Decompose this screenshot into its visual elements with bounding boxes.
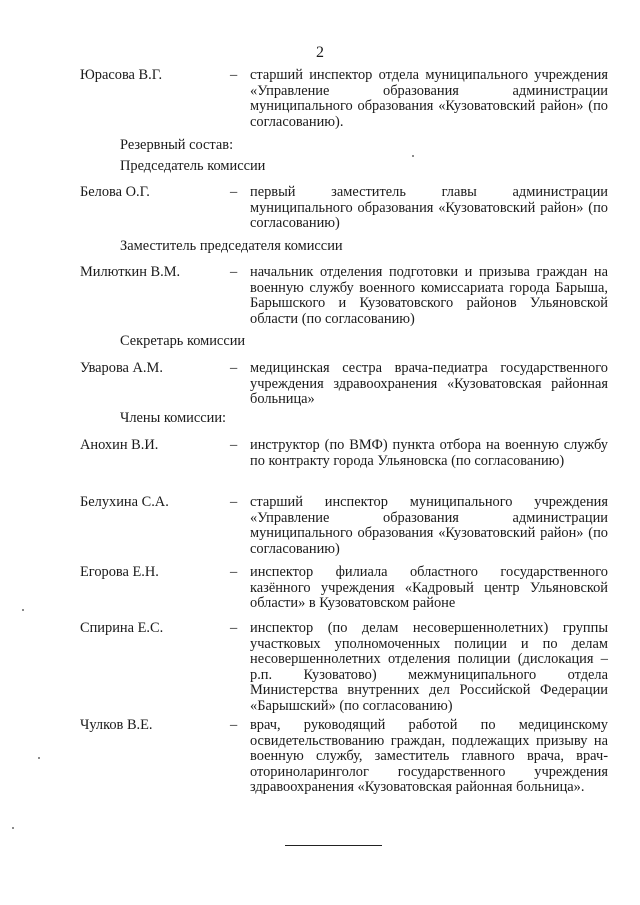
person-name: Уварова А.М. (80, 360, 163, 376)
person-name: Белова О.Г. (80, 184, 150, 200)
dash: – (230, 494, 238, 510)
person-name: Анохин В.И. (80, 437, 159, 453)
dash: – (230, 717, 238, 733)
scan-speck (38, 757, 40, 759)
dash: – (230, 564, 238, 580)
person-position: инспектор филиала областного государственного казённого учреждения «Кадровый центр Ульяновской области» в Кузоватовском районе (250, 564, 608, 612)
section-heading-deputy: Заместитель председателя комиссии (120, 238, 343, 254)
scan-speck (412, 155, 414, 157)
person-name: Юрасова В.Г. (80, 67, 163, 83)
section-heading-chairman: Председатель комиссии (120, 158, 266, 174)
person-position: инспектор (по делам несовершеннолетних) группы участковых уполномоченных полиции и по делам несовершеннолетних отделения полиции (дислокация – р.п. Кузоватово) межмуниципального отдела Министерства внутренних дел Российской Федерации «Барышский» (по согласованию) (250, 620, 608, 714)
person-position: медицинская сестра врача-педиатра государственного учреждения здравоохранения «Кузоватовская районная больница» (250, 360, 608, 408)
person-position: врач, руководящий работой по медицинскому освидетельствованию граждан, подлежащих призыву на военную службу, заместитель главного врача, врач-оториноларинголог государственного учреждения здравоохранения «Кузоватовская районная больница». (250, 717, 608, 796)
person-name: Чулков В.Е. (80, 717, 153, 733)
person-position: инструктор (по ВМФ) пункта отбора на военную службу по контракту города Ульяновска (по согласованию) (250, 437, 608, 469)
page-number: 2 (316, 44, 324, 61)
scan-speck (22, 609, 24, 611)
person-position: старший инспектор муниципального учреждения «Управление образования администрации муниципального образования «Кузоватовский район» (по согласованию) (250, 494, 608, 557)
section-heading-members: Члены комиссии: (120, 410, 227, 426)
person-name: Егорова Е.Н. (80, 564, 159, 580)
person-position: старший инспектор отдела муниципального учреждения «Управление образования администрации муниципального образования «Кузоватовский район» (по согласованию). (250, 67, 608, 130)
person-position: первый заместитель главы администрации муниципального образования «Кузоватовский район» (по согласованию) (250, 184, 608, 232)
dash: – (230, 264, 238, 280)
person-position: начальник отделения подготовки и призыва граждан на военную службу военного комиссариата города Барыша, Барышского и Кузоватовского районов Ульяновской области (по согласованию) (250, 264, 608, 327)
person-name: Белухина С.А. (80, 494, 169, 510)
dash: – (230, 67, 238, 83)
dash: – (230, 360, 238, 376)
dash: – (230, 184, 238, 200)
section-heading-secretary: Секретарь комиссии (120, 333, 246, 349)
scan-speck (12, 827, 14, 829)
person-name: Милюткин В.М. (80, 264, 181, 280)
footer-divider (285, 845, 382, 846)
person-name: Спирина Е.С. (80, 620, 164, 636)
dash: – (230, 437, 238, 453)
dash: – (230, 620, 238, 636)
section-heading-reserve: Резервный состав: (120, 137, 234, 153)
